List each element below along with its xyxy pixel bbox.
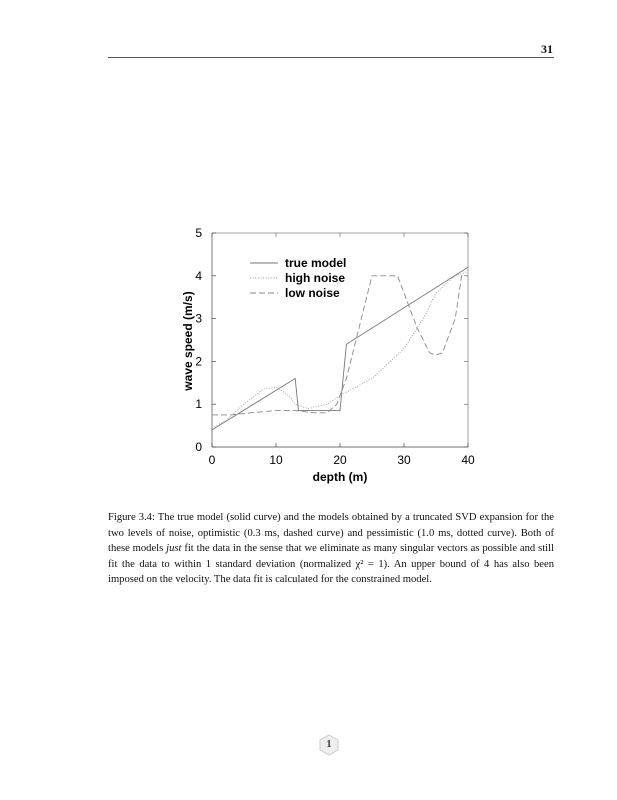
x-tick-label: 30 [397, 453, 411, 467]
y-tick-label: 5 [195, 226, 202, 240]
page-badge-label: 1 [326, 739, 332, 750]
series-line-true-model [212, 267, 468, 430]
page-badge [318, 734, 340, 756]
x-axis-label: depth (m) [312, 470, 368, 484]
legend-label: low noise [285, 286, 340, 300]
chart-series-group [212, 267, 468, 430]
y-tick-label: 2 [195, 354, 202, 369]
y-tick-label: 3 [195, 311, 202, 326]
y-tick-label: 1 [195, 397, 202, 412]
series-line-low-noise [212, 276, 468, 415]
caption-text-start: Figure 3.4: The true model (solid curve) and the models obtained by a truncated SVD expansion for the two levels of noise, optimistic (0.3 ms, dashed curve) and pessimistic (1.0 ms, dotted curve). Both of these models [108, 512, 554, 555]
chart-legend [250, 256, 346, 300]
x-tick-label: 40 [461, 453, 475, 467]
caption-emphasis: just [166, 543, 182, 555]
y-tick-label: 0 [195, 440, 202, 454]
x-tick-label: 0 [208, 453, 216, 467]
x-tick-label: 20 [333, 453, 347, 467]
x-tick-label: 10 [269, 453, 283, 467]
y-tick-label: 4 [195, 268, 202, 283]
header-rule [108, 57, 554, 58]
caption-text-end: fit the data in the sense that we eliminate as many singular vectors as possible and still fit the data to within 1 standard deviation (normalized χ² = 1). An upper bound of 4 has also been imposed on the velocity. The data fit is calculated for the constrained model. [108, 543, 554, 586]
y-axis-label: wave speed (m/s) [181, 291, 195, 391]
series-line-high-noise [212, 272, 468, 428]
legend-label: high noise [285, 271, 345, 285]
legend-label: true model [285, 256, 347, 270]
page-number: 31 [541, 42, 553, 56]
figure-chart [150, 215, 490, 495]
figure-caption [108, 510, 554, 588]
